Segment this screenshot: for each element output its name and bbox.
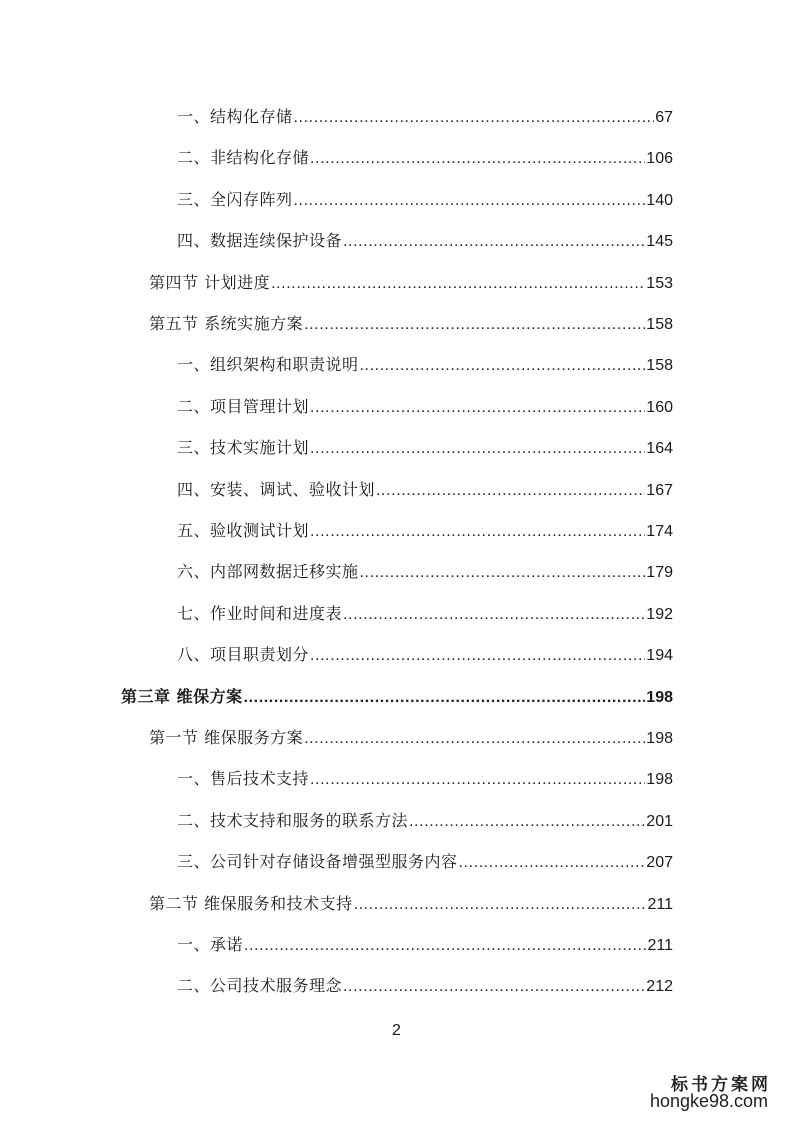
toc-entry-title: 第五节 系统实施方案 bbox=[149, 314, 304, 333]
toc-entry-page: 145 bbox=[646, 233, 673, 251]
dot-leader bbox=[343, 972, 645, 1002]
dot-leader bbox=[310, 641, 645, 671]
toc-entry-page: 211 bbox=[647, 895, 673, 913]
toc-entry[interactable] bbox=[177, 640, 673, 670]
toc-entry[interactable] bbox=[177, 226, 673, 256]
dot-leader bbox=[294, 103, 655, 133]
toc-entry[interactable] bbox=[177, 185, 673, 215]
toc-entry-title: 一、售后技术支持 bbox=[177, 769, 310, 789]
toc-entry-page: 211 bbox=[647, 937, 673, 954]
dot-leader bbox=[271, 269, 645, 299]
toc-entry-page: 158 bbox=[646, 357, 673, 375]
toc-entry[interactable] bbox=[177, 516, 673, 546]
toc-entry[interactable] bbox=[177, 350, 673, 380]
dot-leader bbox=[376, 476, 645, 506]
toc-entry-title: 八、项目职责划分 bbox=[177, 645, 310, 665]
toc-entry[interactable] bbox=[177, 599, 673, 629]
toc-entry-title: 四、数据连续保护设备 bbox=[177, 231, 343, 251]
dot-leader bbox=[244, 683, 646, 713]
toc-entry-page: 153 bbox=[646, 274, 673, 292]
dot-leader bbox=[310, 434, 645, 464]
dot-leader bbox=[310, 765, 645, 795]
toc-entry[interactable] bbox=[177, 433, 673, 463]
toc-entry-title: 二、项目管理计划 bbox=[177, 396, 310, 416]
toc-entry-page: 160 bbox=[646, 398, 673, 416]
toc-chapter-entry[interactable] bbox=[121, 682, 673, 712]
toc-entry[interactable] bbox=[149, 889, 673, 919]
toc-entry-title: 五、验收测试计划 bbox=[177, 521, 310, 540]
toc-entry-title: 第二节 维保服务和技术支持 bbox=[149, 893, 353, 913]
dot-leader bbox=[409, 807, 645, 837]
dot-leader bbox=[343, 600, 645, 630]
toc-entry-page: 158 bbox=[646, 316, 673, 333]
toc-entry-title: 三、全闪存阵列 bbox=[177, 189, 293, 209]
toc-entry[interactable] bbox=[149, 268, 673, 298]
toc-entry-title: 六、内部网数据迁移实施 bbox=[177, 562, 359, 582]
toc-entry-page: 212 bbox=[646, 978, 673, 996]
toc-entry-page: 198 bbox=[646, 730, 673, 747]
toc-entry-page: 174 bbox=[646, 523, 673, 540]
toc-entry-page: 192 bbox=[646, 605, 673, 623]
toc-entry[interactable] bbox=[177, 475, 673, 505]
toc-entry[interactable] bbox=[177, 392, 673, 422]
toc-entry-page: 164 bbox=[646, 440, 673, 458]
toc-entry-page: 201 bbox=[646, 812, 673, 830]
dot-leader bbox=[310, 144, 645, 174]
watermark-url: hongke98.com bbox=[649, 1091, 769, 1111]
dot-leader bbox=[310, 393, 645, 423]
page-number: 2 bbox=[392, 1022, 401, 1039]
dot-leader bbox=[244, 931, 646, 961]
toc-entry-page: 179 bbox=[646, 564, 673, 582]
dot-leader bbox=[343, 227, 645, 257]
dot-leader bbox=[360, 351, 646, 381]
toc-entry-title: 二、技术支持和服务的联系方法 bbox=[177, 810, 409, 830]
toc-entry-title: 第四节 计划进度 bbox=[149, 272, 271, 292]
dot-leader bbox=[304, 310, 645, 340]
toc-entry-page: 198 bbox=[646, 771, 673, 789]
toc-entry-page: 67 bbox=[655, 109, 673, 126]
toc-entry[interactable] bbox=[177, 764, 673, 794]
toc-entry-title: 三、公司针对存储设备增强型服务内容 bbox=[177, 852, 458, 872]
toc-entry-title: 一、承诺 bbox=[177, 935, 244, 954]
dot-leader bbox=[459, 848, 646, 878]
toc-entry[interactable] bbox=[149, 309, 673, 339]
toc-entry-title: 一、结构化存储 bbox=[177, 107, 293, 126]
dot-leader bbox=[360, 558, 646, 588]
toc-entry-title: 三、技术实施计划 bbox=[177, 438, 310, 458]
toc-entry-page: 198 bbox=[646, 688, 673, 706]
toc-entry[interactable] bbox=[177, 971, 673, 1001]
toc-entry-page: 207 bbox=[646, 854, 673, 872]
toc-entry-title: 七、作业时间和进度表 bbox=[177, 603, 343, 623]
dot-leader bbox=[354, 890, 647, 920]
toc-entry[interactable] bbox=[149, 723, 673, 753]
toc-entry[interactable] bbox=[177, 102, 673, 132]
toc-entry-title: 四、安装、调试、验收计划 bbox=[177, 479, 376, 499]
dot-leader bbox=[294, 186, 646, 216]
toc-entry[interactable] bbox=[177, 806, 673, 836]
toc-entry[interactable] bbox=[177, 557, 673, 587]
toc-entry[interactable] bbox=[177, 847, 673, 877]
toc-entry[interactable] bbox=[177, 143, 673, 173]
toc-entry-page: 194 bbox=[646, 647, 673, 665]
toc-entry-title: 二、非结构化存储 bbox=[177, 148, 310, 168]
dot-leader bbox=[304, 724, 645, 754]
toc-entry-title: 第三章 维保方案 bbox=[121, 686, 243, 706]
toc-entry-page: 106 bbox=[646, 150, 673, 168]
watermark-site-name: 标书方案网 bbox=[671, 1075, 771, 1095]
dot-leader bbox=[310, 517, 645, 547]
toc-entry-title: 第一节 维保服务方案 bbox=[149, 728, 304, 747]
toc-entry-title: 一、组织架构和职责说明 bbox=[177, 355, 359, 375]
toc-entry-page: 167 bbox=[646, 481, 673, 499]
toc-entry[interactable] bbox=[177, 930, 673, 960]
toc-entry-title: 二、公司技术服务理念 bbox=[177, 976, 343, 996]
toc-entry-page: 140 bbox=[646, 191, 673, 209]
